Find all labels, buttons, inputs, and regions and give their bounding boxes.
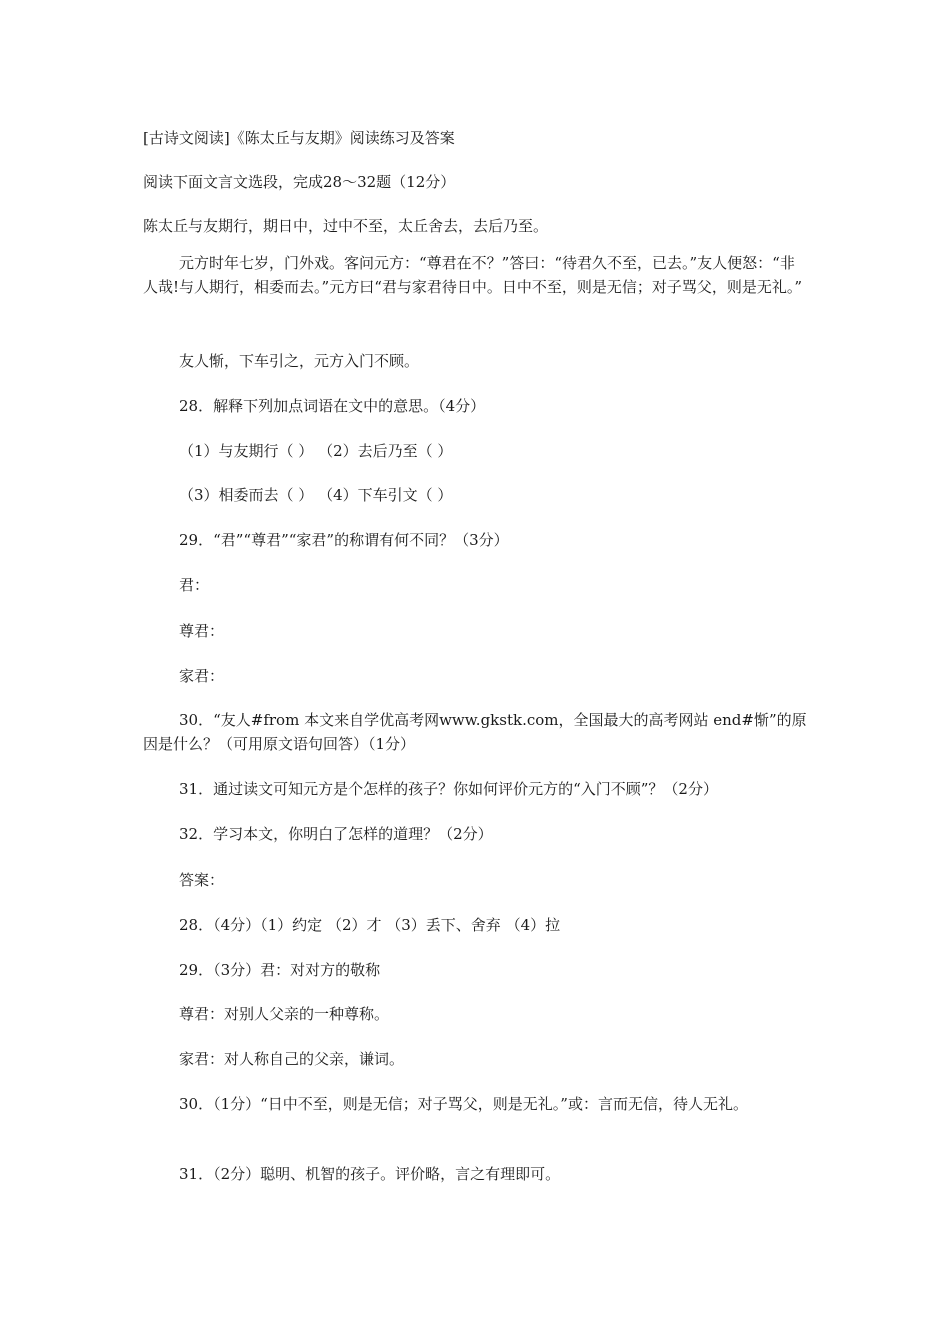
- answer-29-zunjun: 尊君：对别人父亲的一种尊称。: [179, 1005, 390, 1023]
- question-29-zunjun: 尊君：: [179, 622, 225, 640]
- answers-label: 答案：: [179, 871, 225, 889]
- passage-paragraph-3: 友人惭，下车引之，元方入门不顾。: [179, 352, 420, 370]
- question-29: 29．“君”“尊君”“家君”的称谓有何不同？（3分）: [179, 531, 509, 549]
- answer-30: 30．（1分）“日中不至，则是无信；对子骂父，则是无礼。”或：言而无信，待人无礼。: [179, 1095, 748, 1113]
- passage-paragraph-1: 陈太丘与友期行，期日中，过中不至，太丘舍去，去后乃至。: [143, 217, 549, 235]
- answer-29-jiajun: 家君：对人称自己的父亲，谦词。: [179, 1050, 405, 1068]
- question-29-jiajun: 家君：: [179, 667, 225, 685]
- document-title: [古诗文阅读]《陈太丘与友期》阅读练习及答案: [143, 129, 455, 147]
- question-28-items-2: （3）相委而去（ ） （4）下车引文（ ）: [179, 486, 453, 504]
- answer-28: 28．（4分）（1）约定 （2）才 （3）丢下、舍弃 （4）拉: [179, 916, 561, 934]
- passage-paragraph-2: 元方时年七岁，门外戏。客问元方：“尊君在不？”答曰：“待君久不至，已去。”友人便怒：“非人哉!与人期行，相委而去。”元方曰“君与家君待日中。日中不至，则是无信；对子骂父，则是无礼。”: [143, 254, 803, 296]
- question-31: 31．通过读文可知元方是个怎样的孩子？你如何评价元方的“入门不顾”？（2分）: [179, 780, 718, 798]
- question-28-items-1: （1）与友期行（ ） （2）去后乃至（ ）: [179, 442, 453, 460]
- question-30: 30．“友人#from 本文来自学优高考网www.gkstk.com，全国最大的高考网站 end#惭”的原因是什么？（可用原文语句回答）（1分）: [143, 711, 807, 753]
- instruction-text: 阅读下面文言文选段，完成28～32题（12分）: [143, 173, 456, 191]
- question-32: 32．学习本文，你明白了怎样的道理？（2分）: [179, 825, 493, 843]
- question-29-jun: 君：: [179, 576, 210, 594]
- question-28: 28．解释下列加点词语在文中的意思。（4分）: [179, 397, 486, 415]
- answer-29: 29．（3分）君：对对方的敬称: [179, 961, 381, 979]
- answer-31: 31．（2分）聪明、机智的孩子。评价略，言之有理即可。: [179, 1165, 561, 1183]
